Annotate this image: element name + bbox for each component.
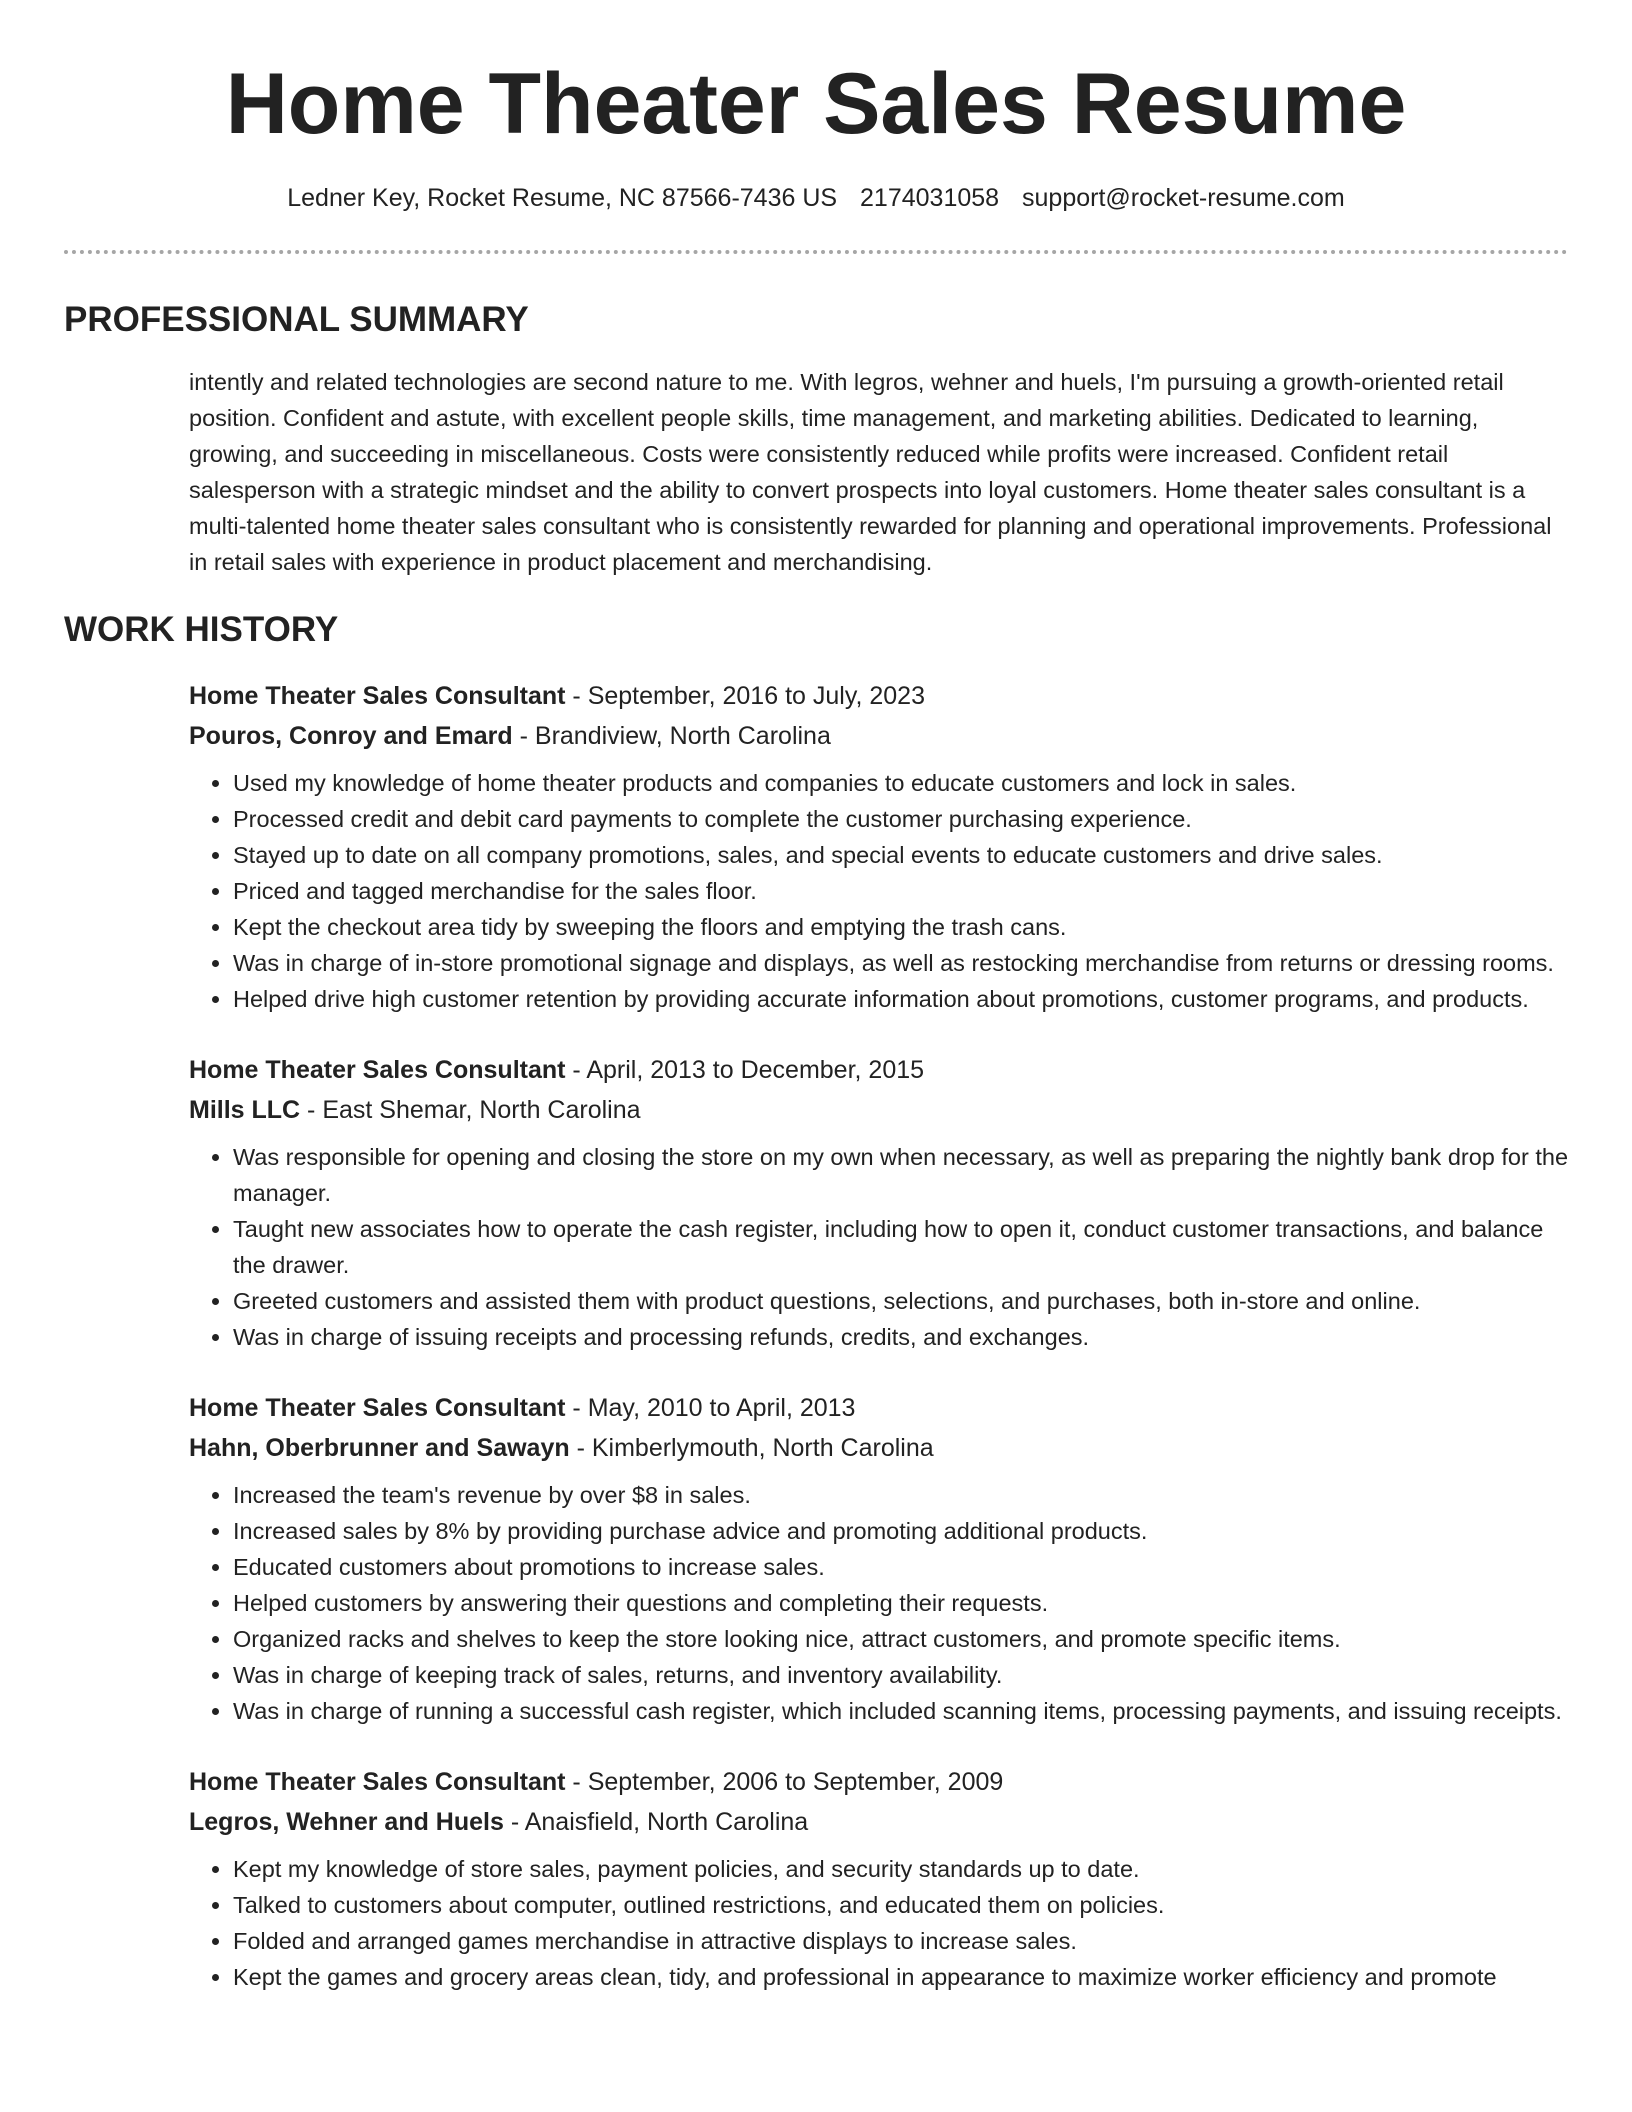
contact-phone: 2174031058 [860,184,1000,212]
resume-title: Home Theater Sales Resume [225,56,1407,152]
header-divider [64,250,1568,254]
job-company-line [189,1428,1569,1468]
contact-line [0,180,1632,216]
job-role: Home Theater Sales Consultant [189,1768,566,1796]
job-entry [189,1050,1569,1355]
job-dates: - April, 2013 to December, 2015 [565,1056,925,1084]
job-company-line [189,1090,1569,1130]
job-company: Pouros, Conroy and Emard [189,722,513,750]
summary-heading: PROFESSIONAL SUMMARY [64,300,529,339]
job-dates: - September, 2016 to July, 2023 [565,682,925,710]
summary-text: intently and related technologies are second nature to me. With legros, wehner and huels, I'm pursuing a growth-oriented retail position. Confident and astute, with excellent people skills, time management, and marketing abilities. Dedicated to learning, growing, and succeeding in miscellaneous. Costs were consistently reduced while profits were increased. Confident retail salesperson with a strategic mindset and the ability to convert prospects into loyal customers. Home theater sales consultant is a multi-talented home theater sales consultant who is consistently rewarded for planning and operational improvements. Professional in retail sales with experience in product placement and merchandising. [189,369,1552,575]
job-bullets [189,765,1569,1017]
job-bullet: • Was in charge of running a successful cash register, which included scanning items, processing payments, and issuing receipts. [233,1693,1569,1729]
job-bullet: • Used my knowledge of home theater products and companies to educate customers and lock in sales. [233,765,1569,801]
job-company: Mills LLC [189,1096,301,1124]
job-entry [189,1762,1569,1995]
job-bullet: • Increased sales by 8% by providing purchase advice and promoting additional products. [233,1513,1569,1549]
job-bullet: • Talked to customers about computer, outlined restrictions, and educated them on policies. [233,1887,1569,1923]
job-title-line [189,1388,1569,1428]
job-role: Home Theater Sales Consultant [189,682,566,710]
job-bullet: • Folded and arranged games merchandise in attractive displays to increase sales. [233,1923,1569,1959]
job-location: - East Shemar, North Carolina [300,1096,641,1124]
job-bullets [189,1139,1569,1355]
job-bullet: • Was in charge of issuing receipts and processing refunds, credits, and exchanges. [233,1319,1569,1355]
job-bullet: • Increased the team's revenue by over $8 in sales. [233,1477,1569,1513]
job-bullet: • Taught new associates how to operate the cash register, including how to open it, conduct customer transactions, and balance the drawer. [233,1211,1569,1283]
job-company-line [189,716,1569,756]
job-location: - Anaisfield, North Carolina [503,1808,809,1836]
job-bullet: • Processed credit and debit card payments to complete the customer purchasing experience. [233,801,1569,837]
job-bullet: • Priced and tagged merchandise for the sales floor. [233,873,1569,909]
job-dates: - September, 2006 to September, 2009 [565,1768,1004,1796]
job-location: - Kimberlymouth, North Carolina [569,1434,934,1462]
work-history-list [189,676,1569,2028]
job-dates: - May, 2010 to April, 2013 [565,1394,856,1422]
job-bullet: • Helped customers by answering their questions and completing their requests. [233,1585,1569,1621]
job-role: Home Theater Sales Consultant [189,1394,566,1422]
job-bullet: • Greeted customers and assisted them with product questions, selections, and purchases, both in-store and online. [233,1283,1569,1319]
work-history-heading: WORK HISTORY [64,610,339,649]
contact-email: support@rocket-resume.com [1022,184,1345,212]
job-company: Hahn, Oberbrunner and Sawayn [189,1434,570,1462]
job-entry [189,676,1569,1017]
job-title-line [189,676,1569,716]
job-bullet: • Organized racks and shelves to keep the store looking nice, attract customers, and promote specific items. [233,1621,1569,1657]
job-bullets [189,1851,1569,1995]
job-company-line [189,1802,1569,1842]
job-company: Legros, Wehner and Huels [189,1808,504,1836]
job-role: Home Theater Sales Consultant [189,1056,566,1084]
job-bullet: • Helped drive high customer retention by providing accurate information about promotions, customer programs, and products. [233,981,1569,1017]
job-bullet: • Kept my knowledge of store sales, payment policies, and security standards up to date. [233,1851,1569,1887]
job-bullet: • Kept the checkout area tidy by sweeping the floors and emptying the trash cans. [233,909,1569,945]
contact-address: Ledner Key, Rocket Resume, NC 87566-7436 US [287,184,838,212]
job-entry [189,1388,1569,1729]
job-location: - Brandiview, North Carolina [512,722,831,750]
job-bullet: • Kept the games and grocery areas clean, tidy, and professional in appearance to maximize worker efficiency and promote [233,1959,1569,1995]
job-title-line [189,1050,1569,1090]
job-title-line [189,1762,1569,1802]
job-bullet: • Was responsible for opening and closing the store on my own when necessary, as well as preparing the nightly bank drop for the manager. [233,1139,1569,1211]
job-bullets [189,1477,1569,1729]
job-bullet: • Was in charge of keeping track of sales, returns, and inventory availability. [233,1657,1569,1693]
job-bullet: • Educated customers about promotions to increase sales. [233,1549,1569,1585]
job-bullet: • Stayed up to date on all company promotions, sales, and special events to educate customers and drive sales. [233,837,1569,873]
job-bullet: • Was in charge of in-store promotional signage and displays, as well as restocking merchandise from returns or dressing rooms. [233,945,1569,981]
